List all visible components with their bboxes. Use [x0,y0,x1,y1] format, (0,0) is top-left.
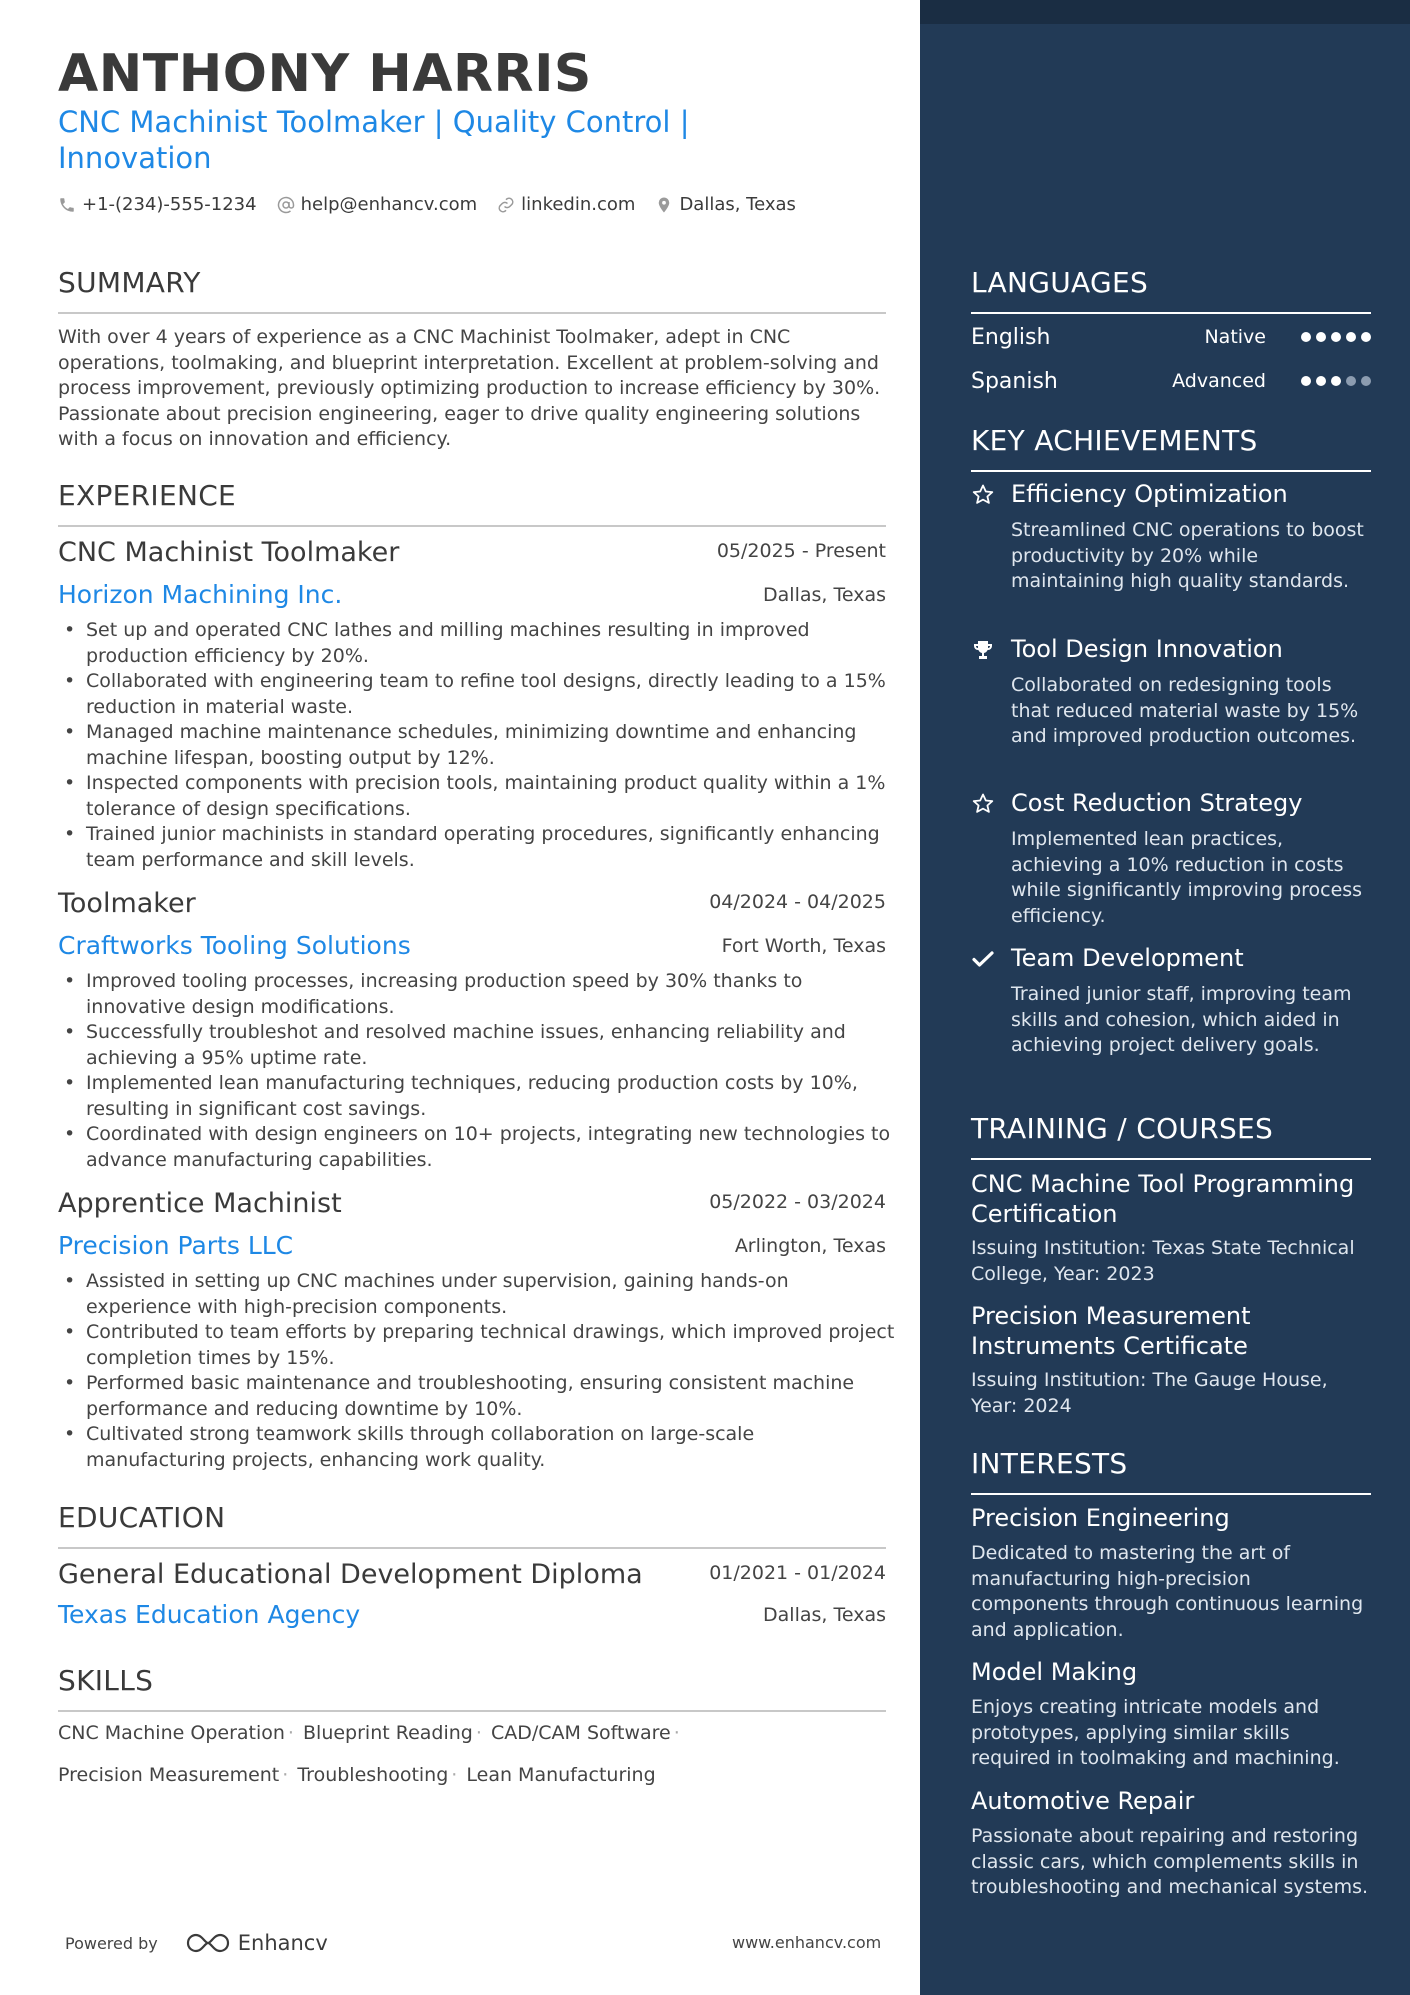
interest-desc: Enjoys creating intricate models and prototypes, applying similar skills required in toolmaking and machining. [971,1696,1340,1769]
education-heading: EDUCATION [58,1501,226,1534]
achievement-desc: Implemented lean practices, achieving a 10% reduction in costs while significantly improving process efficiency. [1011,828,1363,927]
skill-tag: Troubleshooting [297,1764,449,1786]
job-company[interactable]: Precision Parts LLC [58,1231,294,1260]
rating-dot [1331,332,1341,342]
interest-title: Precision Engineering [971,1504,1230,1532]
language-row [971,366,1371,396]
summary-text: With over 4 years of experience as a CNC Machinist Toolmaker, adept in CNC operations, toolmaking, and blueprint interpretation. Excellent at problem-solving and process improvement, previously optimizing production to increase efficiency by 30%. Passionate about precision engineering, eager to drive quality engineering solutions with a focus on innovation and efficiency. [58,326,881,450]
achievements-divider [971,470,1371,472]
interest-desc: Dedicated to mastering the art of manufacturing high-precision components through continuous learning and application. [971,1542,1364,1641]
achievement-title: Cost Reduction Strategy [1011,789,1303,817]
job-company[interactable]: Craftworks Tooling Solutions [58,931,411,960]
job-dates: 04/2024 - 04/2025 [709,891,886,913]
skill-tag: Precision Measurement [58,1764,280,1786]
footer-url[interactable]: www.enhancv.com [732,1933,882,1952]
skill-tag: Lean Manufacturing [466,1764,656,1786]
location-text: Dallas, Texas [679,194,796,215]
skill-tag: Blueprint Reading [303,1722,473,1744]
skills-heading: SKILLS [58,1664,154,1697]
job-dates: 05/2022 - 03/2024 [709,1191,886,1213]
course-desc: Issuing Institution: Texas State Technical College, Year: 2023 [971,1237,1355,1285]
language-level: Advanced [1172,370,1266,392]
location-pin-icon [655,196,673,214]
list-item: • Managed machine maintenance schedules, minimizing downtime and enhancing machine lifespan, boosting output by 12%. [58,720,898,771]
languages-divider [971,312,1371,314]
contact-location [655,194,796,215]
summary-heading: SUMMARY [58,266,201,299]
list-item: • Performed basic maintenance and troubleshooting, ensuring consistent machine performance and reducing downtime by 10%. [58,1371,898,1422]
summary-divider [58,312,886,314]
rating-dot [1316,376,1326,386]
language-level: Native [1204,326,1266,348]
rating-dot [1316,332,1326,342]
achievements-heading: KEY ACHIEVEMENTS [971,424,1258,457]
experience-divider [58,525,886,527]
star-icon [971,483,995,507]
star-icon [971,792,995,816]
language-name: Spanish [971,368,1058,394]
interest-title: Automotive Repair [971,1787,1195,1815]
job-title: Toolmaker [58,888,196,919]
interest-desc: Passionate about repairing and restoring classic cars, which complements skills in troubleshooting and mechanical systems. [971,1825,1369,1898]
phone-icon [58,196,76,214]
job-location: Arlington, Texas [734,1235,886,1257]
sidebar-top-band [920,0,1410,24]
rating-dot [1361,376,1371,386]
skill-tag: CNC Machine Operation [58,1722,285,1744]
list-item: • Improved tooling processes, increasing production speed by 30% thanks to innovative design modifications. [58,969,898,1020]
phone-text: +1-(234)-555-1234 [82,194,257,215]
sidebar [920,0,1410,1995]
skills-row: CNC Machine Operation · Blueprint Reading · CAD/CAM Software · [58,1722,680,1744]
rating-dot [1301,376,1311,386]
email-text: help@enhancv.com [300,194,478,215]
education-location: Dallas, Texas [763,1604,886,1626]
education-divider [58,1547,886,1549]
job-title: Apprentice Machinist [58,1188,342,1219]
rating-dot [1331,376,1341,386]
job-bullets [58,1269,898,1473]
education-degree: General Educational Development Diploma [58,1559,643,1590]
candidate-name: ANTHONY HARRIS [58,44,592,104]
contact-bar [58,194,816,215]
achievement-title: Efficiency Optimization [1011,480,1288,508]
headline: CNC Machinist Toolmaker | Quality Control | Innovation [58,105,690,175]
job-bullets [58,969,898,1173]
course-title: Precision Measurement Instruments Certificate [971,1302,1251,1360]
job-location: Dallas, Texas [763,584,886,606]
skills-divider [58,1710,886,1712]
link-icon [497,196,515,214]
language-row [971,322,1371,352]
job-title: CNC Machinist Toolmaker [58,537,400,568]
job-dates: 05/2025 - Present [716,540,886,562]
contact-linkedin[interactable] [497,194,635,215]
achievement-desc: Streamlined CNC operations to boost productivity by 20% while maintaining high quality standards. [1011,519,1364,592]
rating-dot [1361,332,1371,342]
education-school[interactable]: Texas Education Agency [58,1600,361,1629]
list-item: • Successfully troubleshot and resolved machine issues, enhancing reliability and achieving a 95% uptime rate. [58,1020,898,1071]
education-dates: 01/2021 - 01/2024 [709,1562,886,1584]
list-item: • Set up and operated CNC lathes and milling machines resulting in improved production efficiency by 20%. [58,618,898,669]
list-item: • Inspected components with precision tools, maintaining product quality within a 1% tolerance of design specifications. [58,771,898,822]
achievement-desc: Collaborated on redesigning tools that reduced material waste by 15% and improved production outcomes. [1011,674,1359,747]
list-item: • Collaborated with engineering team to refine tool designs, directly leading to a 15% reduction in material waste. [58,669,898,720]
interest-title: Model Making [971,1658,1138,1686]
rating-dot [1346,376,1356,386]
list-item: • Cultivated strong teamwork skills through collaboration on large-scale manufacturing projects, enhancing work quality. [58,1422,898,1473]
course-desc: Issuing Institution: The Gauge House, Year: 2024 [971,1369,1328,1417]
achievement-title: Team Development [1011,944,1244,972]
achievement-desc: Trained junior staff, improving team skills and cohesion, which aided in achieving project delivery goals. [1011,983,1352,1056]
course-title: CNC Machine Tool Programming Certification [971,1170,1355,1228]
list-item: • Implemented lean manufacturing techniques, reducing production costs by 10%, resulting in significant cost savings. [58,1071,898,1122]
powered-by-label: Powered by [65,1933,158,1953]
job-company[interactable]: Horizon Machining Inc. [58,580,343,609]
job-location: Fort Worth, Texas [721,935,886,957]
enhancv-logo-icon [184,1930,232,1956]
interests-heading: INTERESTS [971,1447,1128,1480]
skills-row: Precision Measurement · Troubleshooting · Lean Manufacturing [58,1764,656,1786]
contact-phone[interactable] [58,194,257,215]
list-item: • Assisted in setting up CNC machines under supervision, gaining hands-on experience with high-precision components. [58,1269,898,1320]
language-rating [1296,376,1371,386]
courses-heading: TRAINING / COURSES [971,1112,1274,1145]
check-icon [971,947,995,971]
skill-tag: CAD/CAM Software [490,1722,671,1744]
list-item: • Contributed to team efforts by preparing technical drawings, which improved project completion times by 15%. [58,1320,898,1371]
job-bullets [58,618,898,873]
language-rating [1296,332,1371,342]
language-name: English [971,324,1051,350]
languages-heading: LANGUAGES [971,266,1149,299]
experience-heading: EXPERIENCE [58,479,237,512]
rating-dot [1301,332,1311,342]
courses-divider [971,1158,1371,1160]
contact-email[interactable] [277,194,478,215]
achievement-title: Tool Design Innovation [1011,635,1283,663]
list-item: • Trained junior machinists in standard operating procedures, significantly enhancing team performance and skill levels. [58,822,898,873]
trophy-icon [971,638,995,662]
linkedin-text: linkedin.com [521,194,636,215]
brand-wordmark: Enhancv [237,1931,328,1955]
rating-dot [1346,332,1356,342]
interests-divider [971,1493,1371,1495]
footer-branding[interactable] [65,1930,328,1956]
list-item: • Coordinated with design engineers on 10+ projects, integrating new technologies to advance manufacturing capabilities. [58,1122,898,1173]
at-icon [277,196,295,214]
